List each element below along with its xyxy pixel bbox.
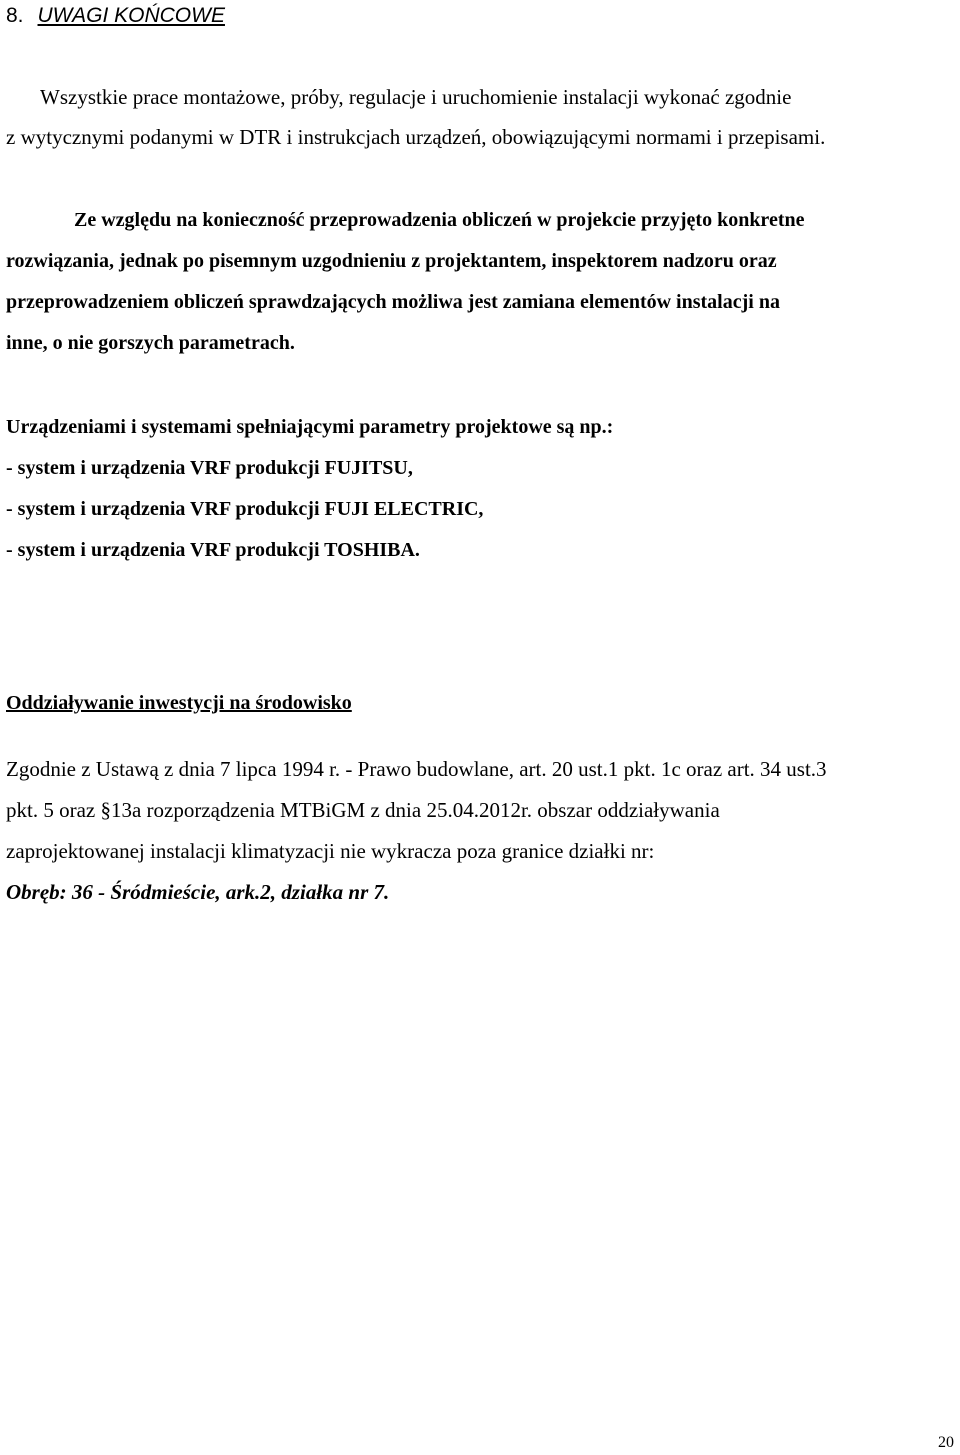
devices-intro: Urządzeniami i systemami spełniającymi parametry projektowe są np.: bbox=[6, 416, 614, 438]
intro-line-2: z wytycznymi podanymi w DTR i instrukcjach urządzeń, obowiązującymi normami i przepisami. bbox=[6, 125, 826, 149]
environment-line-1: Zgodnie z Ustawą z dnia 7 lipca 1994 r. - Prawo budowlane, art. 20 ust.1 pkt. 1c oraz art. 34 ust.3 bbox=[6, 757, 827, 781]
substitution-line-1: Ze względu na konieczność przeprowadzenia obliczeń w projekcie przyjęto konkretne bbox=[74, 209, 805, 231]
device-item: - system i urządzenia VRF produkcji FUJI ELECTRIC, bbox=[6, 498, 484, 520]
plot-designation: Obręb: 36 - Śródmieście, ark.2, działka nr 7. bbox=[6, 880, 390, 904]
environment-line-2: pkt. 5 oraz §13a rozporządzenia MTBiGM z dnia 25.04.2012r. obszar oddziaływania bbox=[6, 798, 720, 822]
substitution-line-2: rozwiązania, jednak po pisemnym uzgodnieniu z projektantem, inspektorem nadzoru oraz bbox=[6, 250, 777, 272]
section-title: UWAGI KOŃCOWE bbox=[37, 4, 225, 27]
environment-line-3: zaprojektowanej instalacji klimatyzacji nie wykracza poza granice działki nr: bbox=[6, 839, 655, 863]
device-item: - system i urządzenia VRF produkcji TOSHIBA. bbox=[6, 539, 420, 561]
environment-heading: Oddziaływanie inwestycji na środowisko bbox=[6, 692, 352, 714]
section-number: 8. bbox=[6, 4, 24, 27]
page-number: 20 bbox=[938, 1434, 954, 1451]
device-item: - system i urządzenia VRF produkcji FUJITSU, bbox=[6, 457, 413, 479]
substitution-line-3: przeprowadzeniem obliczeń sprawdzających możliwa jest zamiana elementów instalacji na bbox=[6, 291, 780, 313]
substitution-line-4: inne, o nie gorszych parametrach. bbox=[6, 332, 295, 354]
section-heading bbox=[6, 2, 225, 29]
intro-line-1: Wszystkie prace montażowe, próby, regulacje i uruchomienie instalacji wykonać zgodnie bbox=[40, 85, 792, 109]
